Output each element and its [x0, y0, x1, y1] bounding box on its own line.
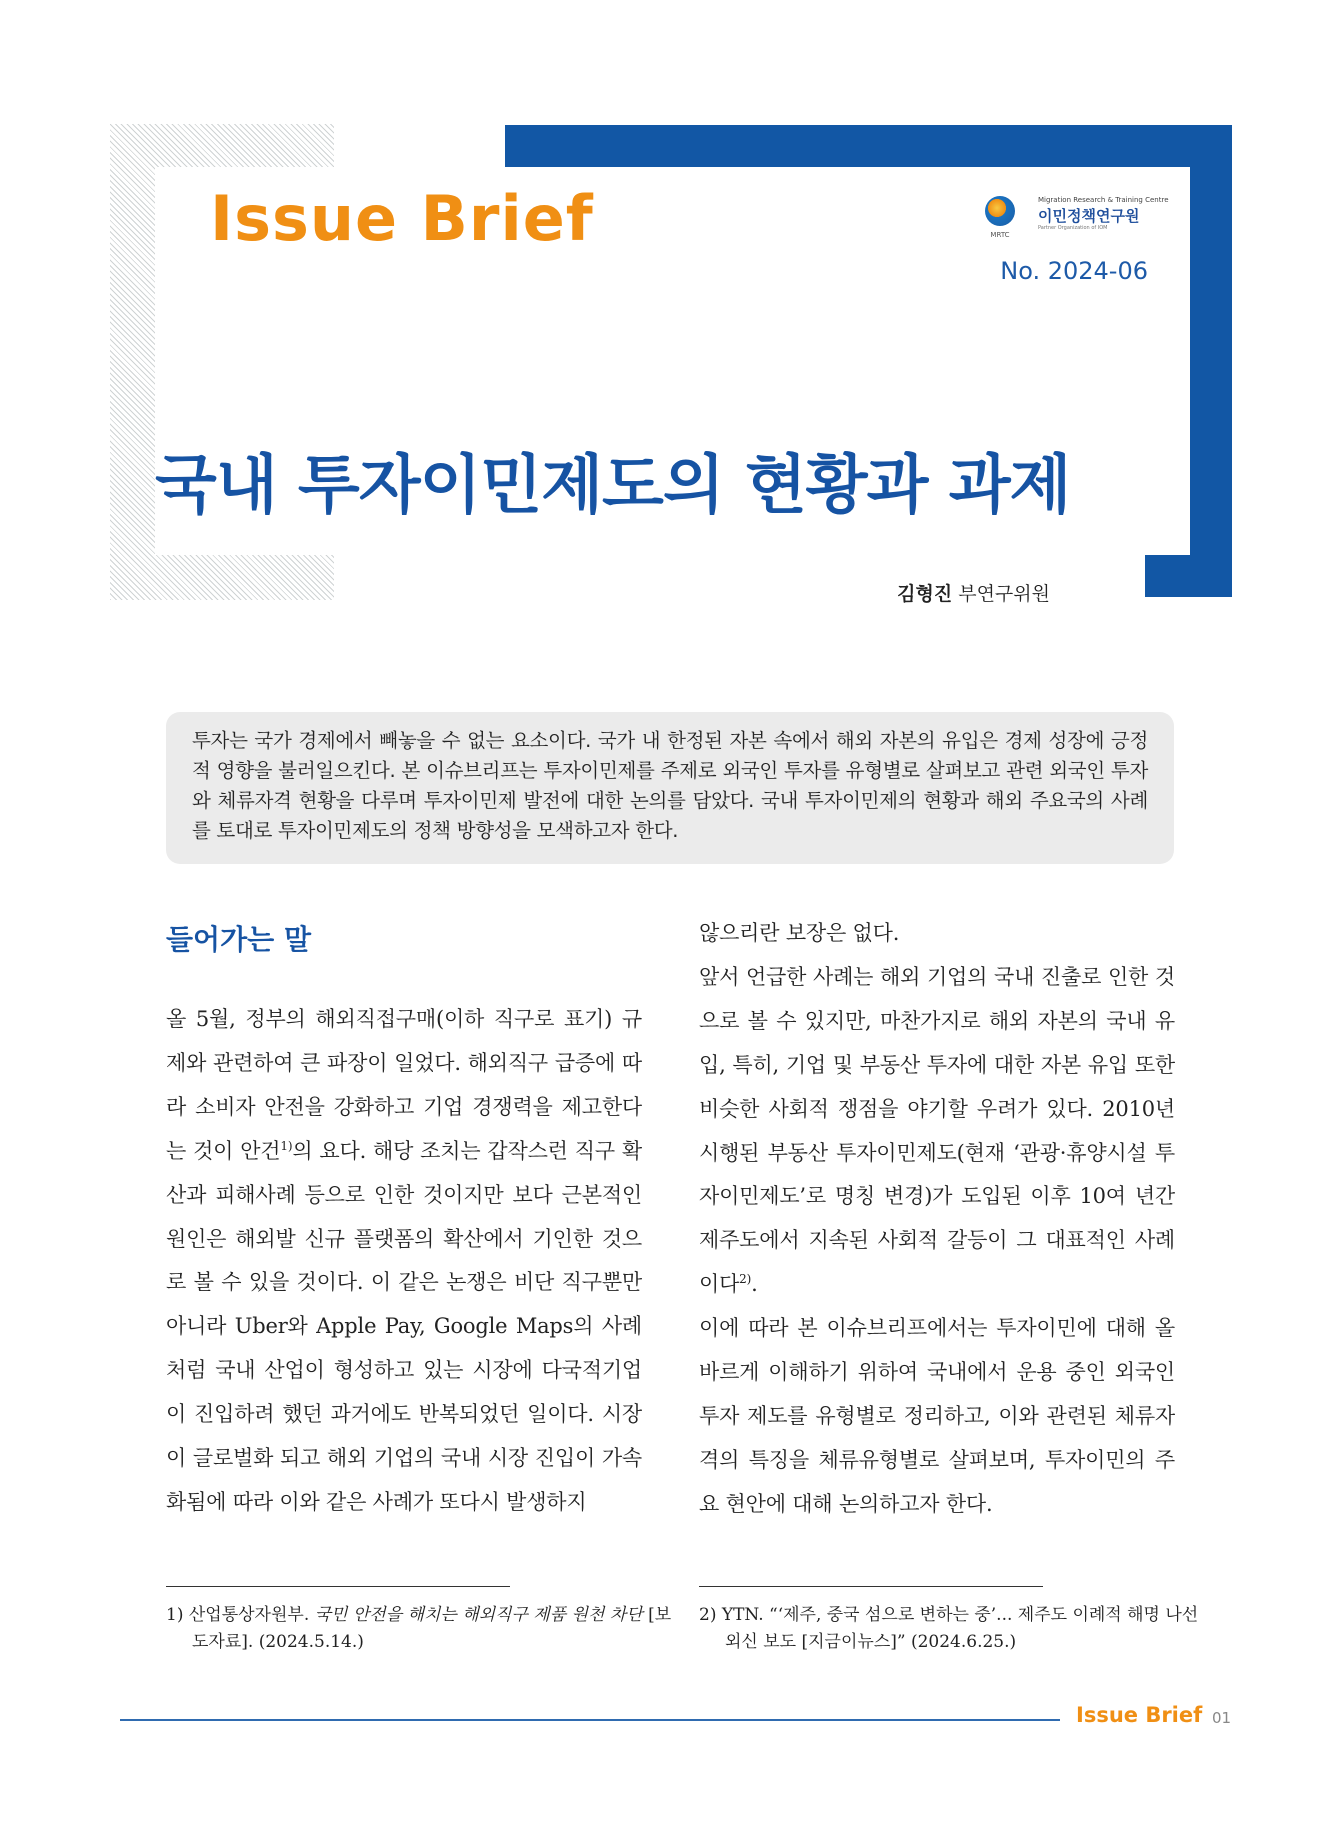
footnote-ref[interactable]: 2) [739, 1272, 752, 1287]
author [897, 579, 1050, 606]
frame-blue-bottom [1145, 555, 1232, 597]
footer-rule [120, 1719, 1060, 1721]
footnote-2 [699, 1602, 1209, 1656]
paragraph-text: 앞서 언급한 사례는 해외 기업의 국내 진출로 인한 것으로 볼 수 있지만, 마찬가지로 해외 자본의 국내 유입, 특히, 기업 및 부동산 투자에 대한 자본 유입 또한 비슷한 사회적 쟁점을 야기할 우려가 있다. 2010년 시행된 부동산 투자이민제도(현재 ‘관광·휴양시설 투자이민제도’로 명칭 변경)가 도입된 이후 10여 년간 제주도에서 지속된 사회적 갈등이 그 대표적인 사례이다 [699, 964, 1175, 1297]
footnote-divider [166, 1586, 510, 1587]
paragraph: 않으리란 보장은 없다. [699, 921, 900, 945]
footnote-title: 국민 안전을 해치는 해외직구 제품 원천 차단 [314, 1605, 643, 1625]
footnote-divider [699, 1586, 1043, 1587]
body-column-left [166, 998, 642, 1525]
body-column-right [699, 912, 1175, 1527]
logo-abbr: MRTC [990, 231, 1010, 239]
paragraph-text: 올 5월, 정부의 해외직접구매(이하 직구로 표기) 규제와 관련하여 큰 파장이 일었다. 해외직구 급증에 따라 소비자 안전을 강화하고 기업 경쟁력을 제고한다는 것이 안건 [166, 1007, 642, 1163]
abstract-text: 투자는 국가 경제에서 빼놓을 수 없는 요소이다. 국가 내 한정된 자본 속에서 해외 자본의 유입은 경제 성장에 긍정적 영향을 불러일으킨다. 본 이슈브리프는 투자이민제를 주제로 외국인 투자를 유형별로 살펴보고 관련 외국인 투자와 체류자격 현황을 다루며 투자이민제 발전에 대한 논의를 담았다. 국내 투자이민제의 현황과 해외 주요국의 사례를 토대로 투자이민제도의 정책 방향성을 모색하고자 한다. [192, 729, 1148, 842]
footnote-text: YTN. “‘제주, 중국 섬으로 변하는 중’... 제주도 이례적 해명 나선 외신 보도 [지금이뉴스]” (2024.6.25.) [721, 1605, 1199, 1652]
author-name: 김형진 [897, 583, 953, 605]
paragraph [699, 956, 1175, 1307]
brand-title: Issue Brief [210, 182, 594, 255]
frame-blue-top [505, 125, 1232, 167]
org-logo [975, 193, 1169, 243]
footnote-1 [166, 1602, 676, 1656]
logo-org-kr: 이민정책연구원 [1038, 207, 1140, 225]
issue-number: No. 2024-06 [1000, 257, 1148, 285]
logo-org-en: Migration Research & Training Centre [1038, 196, 1169, 204]
footnote-source: 산업통상자원부. [188, 1605, 310, 1625]
footer-brand: Issue Brief [1076, 1703, 1203, 1727]
page-number: 01 [1212, 1709, 1232, 1727]
footnote-detail: [보도자료]. (2024.5.14.) [192, 1605, 672, 1652]
paragraph [166, 998, 642, 1525]
frame-blue-right [1190, 125, 1232, 597]
footnote-number: 1) [166, 1605, 184, 1625]
paragraph-text: 의 요다. 해당 조치는 갑작스런 직구 확산과 피해사례 등으로 인한 것이지만 보다 근본적인 원인은 해외발 신규 플랫폼의 확산에서 기인한 것으로 볼 수 있을 것이다. 이 같은 논쟁은 비단 직구뿐만 아니라 Uber와 Apple Pay, Google Maps의 사례처럼 국내 산업이 형성하고 있는 시장에 다국적기업이 진입하려 했던 과거에도 반복되었던 일이다. 시장이 글로벌화 되고 해외 기업의 국내 시장 진입이 가속화됨에 따라 이와 같은 사례가 또다시 발생하지 [166, 1138, 642, 1514]
page-title: 국내 투자이민제도의 현황과 과제 [155, 449, 1071, 523]
footnote-ref[interactable]: 1) [280, 1138, 293, 1153]
author-role: 부연구위원 [958, 583, 1050, 605]
abstract-box [166, 712, 1174, 864]
globe-icon [985, 196, 1015, 226]
paragraph-text: . [751, 1272, 758, 1297]
footnote-number: 2) [699, 1605, 717, 1625]
paragraph: 이에 따라 본 이슈브리프에서는 투자이민에 대해 올바르게 이해하기 위하여 국내에서 운용 중인 외국인 투자 제도를 유형별로 정리하고, 이와 관련된 체류자격의 특징을 체류유형별로 살펴보며, 투자이민의 주요 현안에 대해 논의하고자 한다. [699, 1316, 1175, 1516]
logo-tagline: Partner Organization of IOM [1038, 225, 1108, 231]
section-title: 들어가는 말 [166, 923, 311, 956]
